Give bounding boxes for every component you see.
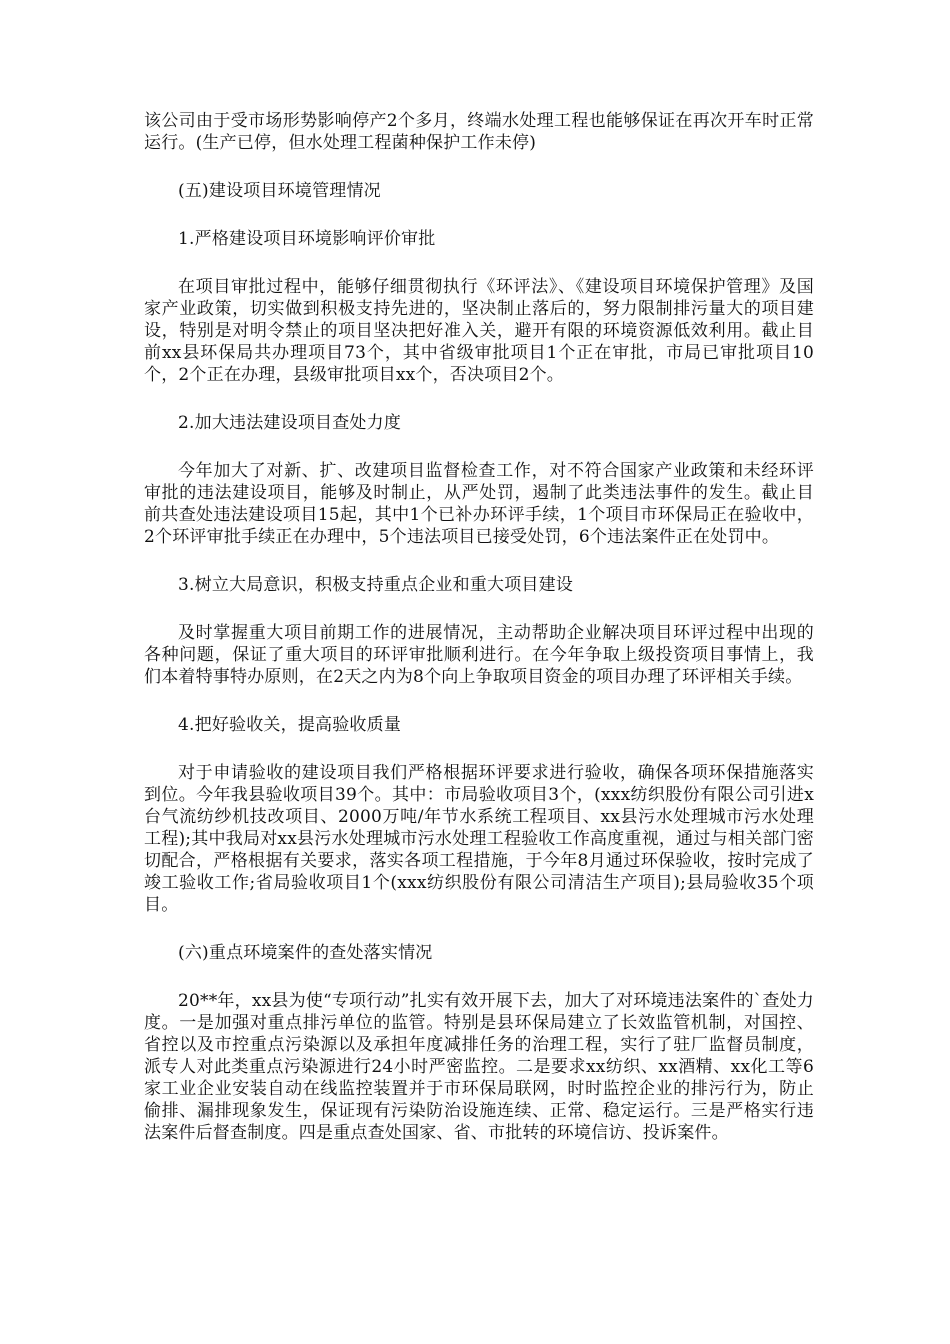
document-page [144,110,814,1170]
paragraph-approval: 在项目审批过程中，能够仔细贯彻执行《环评法》、《建设项目环境保护管理》及国家产业政策，切实做到积极支持先进的，坚决制止落后的，努力限制排污量大的项目建设，特别是对明令禁止的项目坚决把好准入关，避开有限的环境资源低效利用。截止目前xx县环保局共办理项目73个，其中省级审批项目1个正在审批，市局已审批项目10个，2个正在办理，县级审批项目xx个，否决项目2个。 [144,277,814,385]
paragraph-key-projects: 及时掌握重大项目前期工作的进展情况，主动帮助企业解决项目环评过程中出现的各种问题，保证了重大项目的环评审批顺利进行。在今年争取上级投资项目事情上，我们本着特事特办原则，在2天之内为8个向上争取项目资金的项目办理了环评相关手续。 [144,623,814,687]
paragraph-illegal-projects: 今年加大了对新、扩、改建项目监督检查工作，对不符合国家产业政策和未经环评审批的违法建设项目，能够及时制止，从严处罚，遏制了此类违法事件的发生。截止目前共查处违法建设项目15起，其中1个已补办环评手续，1个项目市环保局正在验收中，2个环评审批手续正在办理中，5个违法项目已接受处罚，6个违法案件正在处罚中。 [144,461,814,547]
section-heading-6: (六)重点环境案件的查处落实情况 [178,943,433,963]
subheading-4: 4.把好验收关，提高验收质量 [178,715,402,735]
paragraph-intro: 该公司由于受市场形势影响停产2个多月，终端水处理工程也能够保证在再次开车时正常运行。(生产已停，但水处理工程菌种保护工作未停) [144,111,814,153]
section-heading-5: (五)建设项目环境管理情况 [178,181,381,201]
subheading-2: 2.加大违法建设项目查处力度 [178,413,402,433]
paragraph-acceptance: 对于申请验收的建设项目我们严格根据环评要求进行验收，确保各项环保措施落实到位。今年我县验收项目39个。其中：市局验收项目3个，(xxx纺织股份有限公司引进x台气流纺纱机技改项目、2000万吨/年节水系统工程项目、xx县污水处理城市污水处理工程);其中我局对xx县污水处理城市污水处理工程验收工作高度重视，通过与相关部门密切配合，严格根据有关要求，落实各项工程措施，于今年8月通过环保验收，按时完成了竣工验收工作;省局验收项目1个(xxx纺织股份有限公司清洁生产项目);县局验收35个项目。 [144,763,814,915]
subheading-3: 3.树立大局意识，积极支持重点企业和重大项目建设 [178,575,574,595]
subheading-1: 1.严格建设项目环境影响评价审批 [178,229,436,249]
paragraph-cases: 20**年，xx县为使“专项行动”扎实有效开展下去，加大了对环境违法案件的`查处力度。一是加强对重点排污单位的监管。特别是县环保局建立了长效监管机制，对国控、省控以及市控重点污染源以及承担年度减排任务的治理工程，实行了驻厂监督员制度，派专人对此类重点污染源进行24小时严密监控。二是要求xx纺织、xx酒精、xx化工等6家工业企业安装自动在线监控装置并于市环保局联网，时时监控企业的排污行为，防止偷排、漏排现象发生，保证现有污染防治设施连续、正常、稳定运行。三是严格实行违法案件后督查制度。四是重点查处国家、省、市批转的环境信访、投诉案件。 [144,991,814,1143]
